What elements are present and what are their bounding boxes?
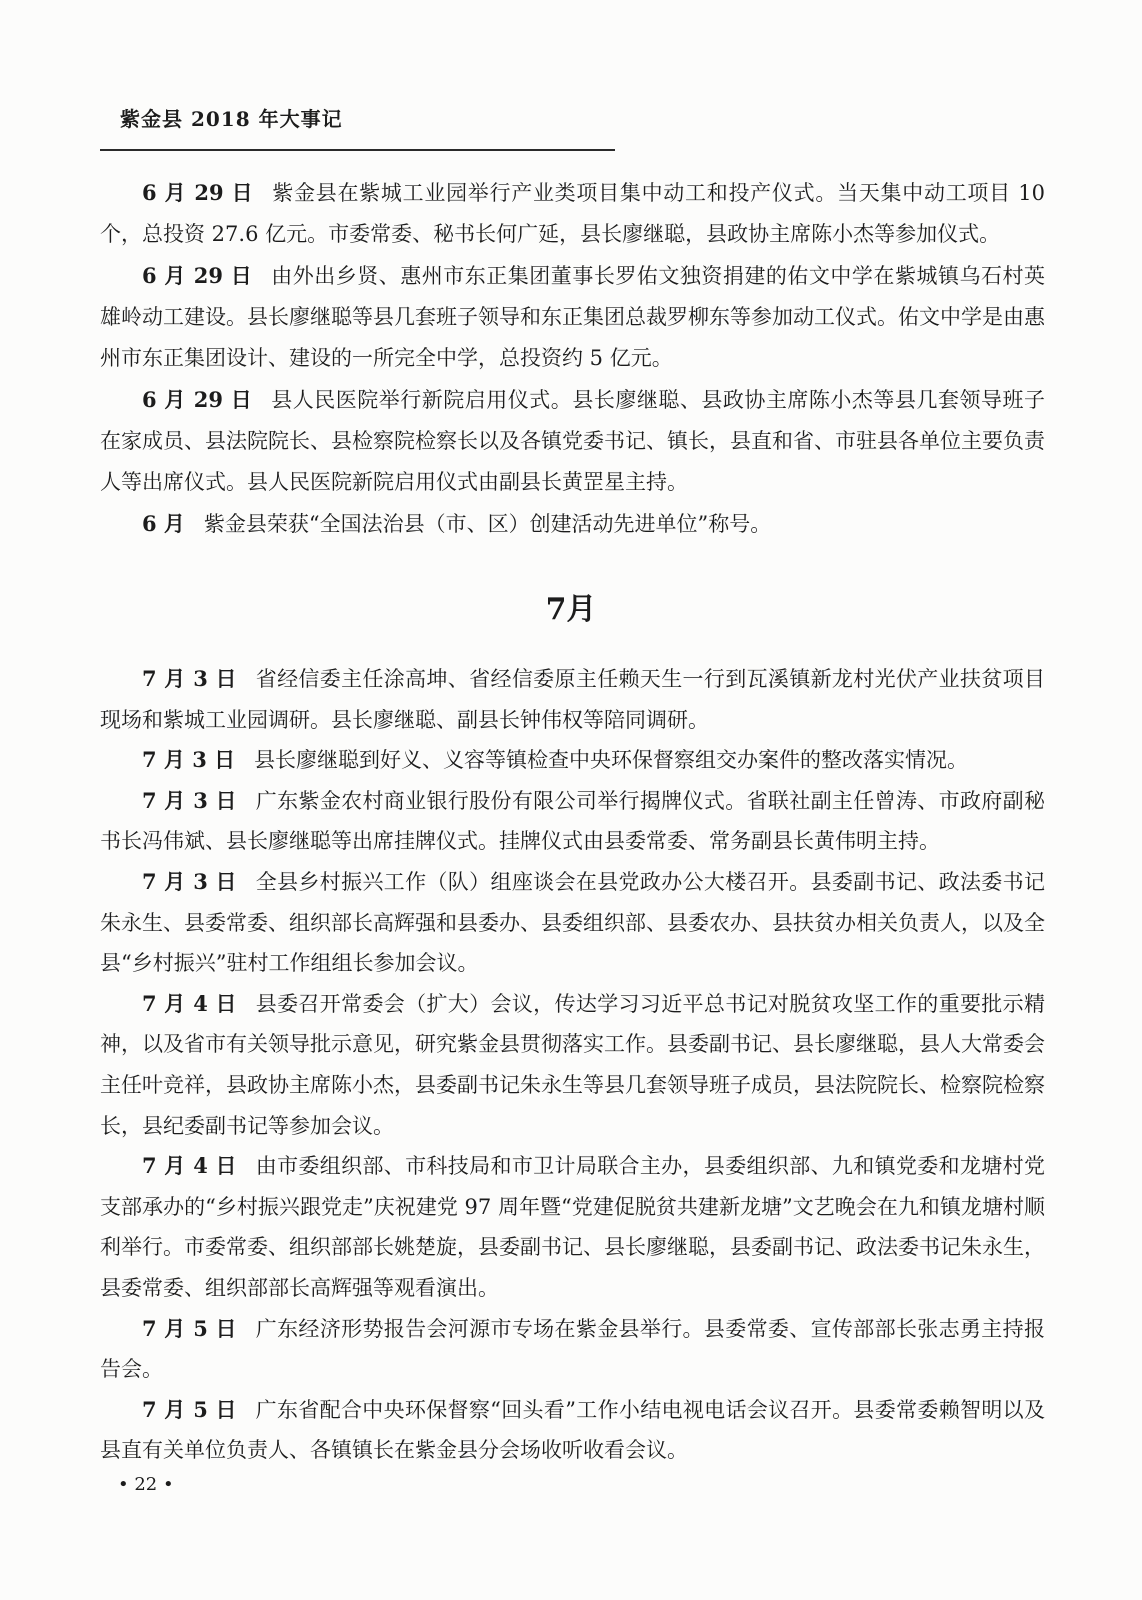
event-entry — [100, 1146, 1045, 1308]
event-text: 县人民医院举行新院启用仪式。县长廖继聪、县政协主席陈小杰等县几套领导班子在家成员、县法院院长、县检察院检察长以及各镇党委书记、镇长，县直和省、市驻县各单位主要负责人等出席仪式。县人民医院新院启用仪式由副县长黄罡星主持。 — [100, 388, 1045, 494]
event-date: 6 月 29 日 — [142, 387, 253, 412]
header-rule — [100, 149, 615, 151]
event-entry — [100, 862, 1045, 984]
event-date: 7 月 3 日 — [142, 666, 237, 691]
event-entry — [100, 1390, 1045, 1471]
event-entry — [100, 781, 1045, 862]
event-date: 7 月 3 日 — [142, 787, 237, 813]
event-text: 全县乡村振兴工作（队）组座谈会在县党政办公大楼召开。县委副书记、政法委书记朱永生、县委常委、组织部长高辉强和县委办、县委组织部、县委农办、县扶贫办相关负责人，以及全县“乡村振兴”驻村工作组组长参加会议。 — [100, 869, 1045, 976]
event-text: 县长廖继聪到好义、义容等镇检查中央环保督察组交办案件的整改落实情况。 — [254, 748, 969, 773]
event-entry — [100, 503, 1045, 545]
event-text: 省经信委主任涂高坤、省经信委原主任赖天生一行到瓦溪镇新龙村光伏产业扶贫项目现场和紫城工业园调研。县长廖继聪、副县长钟伟权等陪同调研。 — [100, 667, 1045, 732]
event-entry — [100, 172, 1045, 255]
event-text: 广东经济形势报告会河源市专场在紫金县举行。县委常委、宣传部部长张志勇主持报告会。 — [100, 1316, 1045, 1382]
event-text: 县委召开常委会（扩大）会议，传达学习习近平总书记对脱贫攻坚工作的重要批示精神，以及省市有关领导批示意见，研究紫金县贯彻落实工作。县委副书记、县长廖继聪，县人大常委会主任叶竞祥，县政协主席陈小杰，县委副书记朱永生等县几套领导班子成员，县法院院长、检察院检察长，县纪委副书记等参加会议。 — [100, 991, 1045, 1138]
event-text: 紫金县在紫城工业园举行产业类项目集中动工和投产仪式。当天集中动工项目 10 个，总投资 27.6 亿元。市委常委、秘书长何广延，县长廖继聪，县政协主席陈小杰等参加仪式。 — [100, 181, 1045, 246]
event-date: 6 月 29 日 — [142, 263, 253, 288]
event-entry — [100, 1309, 1045, 1390]
event-date: 7 月 4 日 — [142, 990, 237, 1016]
event-date: 6 月 — [142, 511, 185, 536]
event-date: 7 月 5 日 — [142, 1396, 237, 1422]
event-date: 7 月 3 日 — [142, 747, 236, 773]
event-entry — [100, 740, 1045, 781]
month-heading: 7月 — [545, 592, 597, 627]
event-date: 7 月 4 日 — [142, 1153, 237, 1179]
event-text: 由市委组织部、市科技局和市卫计局联合主办，县委组织部、九和镇党委和龙塘村党支部承办的“乡村振兴跟党走”庆祝建党 97 周年暨“党建促脱贫共建新龙塘”文艺晚会在九和镇龙塘村顺利举行。市委常委、组织部部长姚楚旋，县委副书记、县长廖继聪，县委副书记、政法委书记朱永生，县委常委、组织部部长高辉强等观看演出。 — [100, 1154, 1045, 1300]
event-text: 广东省配合中央环保督察“回头看”工作小结电视电话会议召开。县委常委赖智明以及县直有关单位负责人、各镇镇长在紫金县分会场收听收看会议。 — [100, 1397, 1045, 1463]
june-entries — [100, 172, 1045, 545]
event-text: 由外出乡贤、惠州市东正集团董事长罗佑文独资捐建的佑文中学在紫城镇乌石村英雄岭动工建设。县长廖继聪等县几套班子领导和东正集团总裁罗柳东等参加动工仪式。佑文中学是由惠州市东正集团设计、建设的一所完全中学，总投资约 5 亿元。 — [100, 264, 1045, 370]
page-number: • 22 • — [118, 1474, 174, 1495]
event-entry — [100, 984, 1045, 1146]
event-date: 6 月 29 日 — [142, 180, 254, 205]
running-header: 紫金县 2018 年大事记 — [120, 107, 343, 131]
event-entry — [100, 659, 1045, 740]
event-entry — [100, 255, 1045, 379]
event-date: 7 月 3 日 — [142, 868, 237, 894]
event-text: 紫金县荣获“全国法治县（市、区）创建活动先进单位”称号。 — [203, 512, 772, 536]
event-entry — [100, 379, 1045, 503]
event-date: 7 月 5 日 — [142, 1315, 237, 1341]
july-entries — [100, 659, 1045, 1471]
event-text: 广东紫金农村商业银行股份有限公司举行揭牌仪式。省联社副主任曾涛、市政府副秘书长冯伟斌、县长廖继聪等出席挂牌仪式。挂牌仪式由县委常委、常务副县长黄伟明主持。 — [100, 788, 1045, 854]
